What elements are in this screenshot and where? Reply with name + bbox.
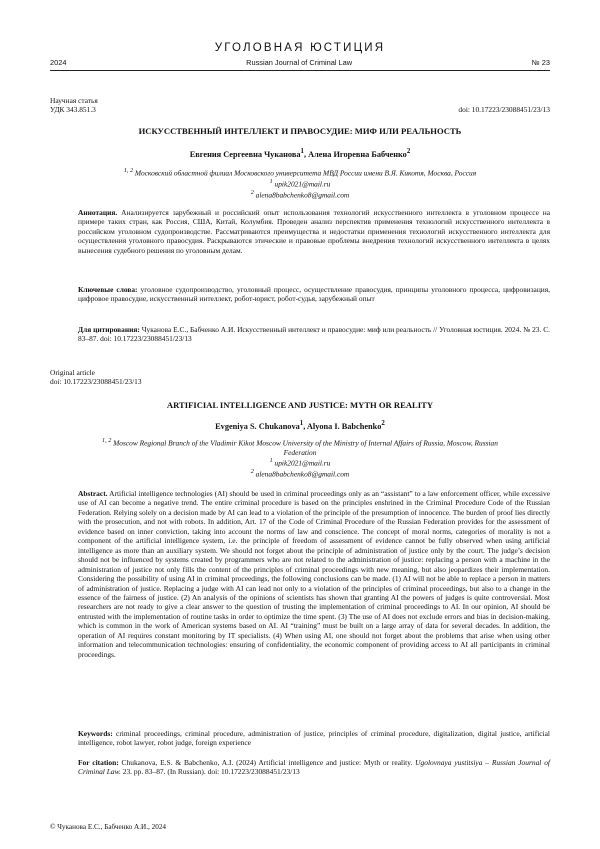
ru-affiliation-text: Московский областной филиал Московского университета МВД России имени В.Я. Кикотя, Москва, Россия xyxy=(133,168,477,178)
ru-abstract xyxy=(78,208,550,255)
en-authors: Evgeniya S. Chukanova$^1$, Alyona I. Babchenko$^2$ xyxy=(215,420,385,431)
header-journal-en: Russian Journal of Criminal Law xyxy=(246,58,353,67)
ru-keywords-text: уголовное судопроизводство, уголовный процесс, осуществление правосудия, принципы уголовного процесса, цифровизация, цифровое правосудие, искусственный интеллект, робот-юрист, робот-судья, зарубежный опыт xyxy=(78,285,550,304)
en-doi: doi: 10.17223/23088451/23/13 xyxy=(50,377,142,387)
running-header xyxy=(50,58,550,67)
en-abstract xyxy=(78,489,550,659)
header-issue: № 23 xyxy=(531,58,550,67)
en-keywords-text: criminal proceedings, criminal procedure, administration of justice, principles of criminal procedure, digitalization, digital justice, artificial intelligence, robot lawyer, robot judge, foreign experience xyxy=(78,729,550,748)
ru-email-2: alena8babchenko8@gmail.com xyxy=(253,190,350,200)
en-citation-label: For citation: xyxy=(78,758,119,767)
ru-authors: Евгения Сергеевна Чуканова$^1$, Алена Игоревна Бабченко$^2$ xyxy=(189,148,411,159)
header-rule xyxy=(50,70,550,71)
ru-email-1: upik2021@mail.ru xyxy=(272,179,331,189)
ru-author-2-sup: 2 xyxy=(406,148,411,155)
en-affiliation-text: Moscow Regional Branch of the Vladimir Kikot Moscow University of the Ministry of Internal Affairs of Russia, Moscow, Russian Federation xyxy=(111,438,498,457)
ru-meta xyxy=(50,96,98,114)
ru-abstract-text: Анализируется зарубежный и российский опыт использования технологий искусственного интеллекта в уголовном процессе на примере таких стран, как Россия, США, Китай, Колумбия. Проведен анализ перспектив применения технологий искусственного интеллекта в российском уголовном судопроизводстве. Рассматриваются преимущества и недостатки применения технологий искусственного интеллекта для осуществления уголовного правосудия. Раскрываются этические и правовые проблемы внедрения технологий искусственного интеллекта в целях вынесения судебного решения по уголовным делам. xyxy=(78,208,550,255)
en-affiliation: $^{1, 2}$ Moscow Regional Branch of the Vladimir Kikot Moscow University of the Ministry of Internal Affairs of Russia, Moscow, Russian Federation $^1$ upik2021@mail.ru $^2$ alena8babchenko8@gmail.com xyxy=(102,438,498,479)
en-article-type: Original article xyxy=(50,368,95,377)
header-year: 2024 xyxy=(50,58,67,67)
ru-affiliation: $^{1, 2}$ Московский областной филиал Московского университета МВД России имени В.Я. Кикотя, Москва, Россия $^1$ upik2021@mail.ru $^2$ alena8babchenko8@gmail.com xyxy=(123,168,477,200)
ru-author-2: Алена Игоревна Бабченко xyxy=(308,149,407,159)
en-citation-journal: Ugolovnaya yustitsiya – Russian Journal of Criminal Law. xyxy=(78,758,550,777)
en-email-1: upik2021@mail.ru xyxy=(272,458,331,468)
en-abstract-text: Artificial intelligence technologies (AI) should be used in criminal proceedings only as an “assistant” to a law enforcement officer, while excessive use of AI can become a negative trend. The entire criminal procedure is based on the principles enshrined in the Criminal Procedure Code of the Russian Federation. Relying solely on a decision made by AI can lead to a violation of the principle of the presumption of innocence. The burden of proof lies directly with the prosecution, and not with robots. In addition, Art. 17 of the Code of Criminal Procedure of the Russian Federation provides for the assessment of evidence based on inner conviction, taking into account the norms of law and conscience. The concept of moral norms, categories of morality is not a component of the artificial intelligence system, i.e. the principle of freedom of assessment of evidence cannot be fully observed when using artificial intelligence as more than an auxiliary system. We should not forget about the principle of administration of justice only by the court. The judge’s decision should not be influenced by systems created by programmers who are not related to the administration of justice: replacing a person with a machine in the administration of justice not only fills the content of the principles of criminal proceedings with new meaning, but also jeopardizes their implementation. Considering the possibility of using AI in criminal proceedings, the following conclusions can be made. (1) AI will not be able to replace a person in matters of administration of justice. Replacing a judge with AI can lead not only to a violation of the principles of criminal proceedings, but also to a change in the essence of the fairness of justice. (2) An analysis of the opinions of scientists has shown that granting AI the powers of judges is quite controversial. Most researchers are not ready to give a clear answer to the question of trusting the implementation of criminal proceedings to AI. In our opinion, AI should be entrusted with the implementation of routine tasks in order to optimize the time spent. (3) The use of AI does not exclude errors and bias in decision-making, which is common in the work of American systems based on AI. AI “training” must be built on a large array of data for several decades. In addition, the operation of AI requires constant monitoring by IT specialists. (4) When using AI, one should not forget about the problems that arise when using other information and telecommunication technologies: ensuring of confidentiality, the economic component of providing access to AI all participants in criminal proceedings. xyxy=(78,489,550,659)
ru-keywords xyxy=(78,285,550,304)
ru-keywords-label: Ключевые слова: xyxy=(78,285,138,294)
ru-abstract-label: Аннотация. xyxy=(78,208,118,217)
en-keywords-label: Keywords: xyxy=(78,729,113,738)
en-author-1: Evgeniya S. Chukanova xyxy=(215,421,300,431)
ru-title: ИСКУССТВЕННЫЙ ИНТЕЛЛЕКТ И ПРАВОСУДИЕ: МИФ ИЛИ РЕАЛЬНОСТЬ xyxy=(138,126,462,136)
en-citation xyxy=(78,758,550,777)
en-author-1-sup: 1 xyxy=(299,420,304,427)
ru-author-1: Евгения Сергеевна Чуканова xyxy=(189,149,301,159)
ru-author-1-sup: 1 xyxy=(300,148,304,155)
en-meta xyxy=(50,368,142,387)
journal-title: УГОЛОВНАЯ ЮСТИЦИЯ xyxy=(214,42,386,54)
en-email-2: alena8babchenko8@gmail.com xyxy=(253,469,350,479)
ru-udc: УДК 343.851.3 xyxy=(50,105,96,114)
en-author-2-sup: 2 xyxy=(381,420,385,427)
en-author-2: Alyona I. Babchenko xyxy=(306,421,382,431)
en-title: ARTIFICIAL INTELLIGENCE AND JUSTICE: MYTH OR REALITY xyxy=(166,400,434,410)
ru-citation xyxy=(78,325,550,344)
copyright-footer: © Чуканова Е.С., Бабченко А.И., 2024 xyxy=(50,823,167,831)
ru-citation-label: Для цитирования: xyxy=(78,325,140,334)
en-citation-text-b: 23. pp. 83–87. (In Russian). doi: 10.17223/23088451/23/13 xyxy=(120,767,300,777)
ru-citation-text: Чуканова Е.С., Бабченко А.И. Искусственный интеллект и правосудие: миф или реальность // Уголовная юстиция. 2024. № 23. С. 83–87. doi: 10.17223/23088451/23/13 xyxy=(78,325,550,344)
en-citation-text-a: Chukanova, E.S. & Babchenko, A.I. (2024) Artificial intelligence and justice: Myth or reality. xyxy=(118,758,416,767)
en-keywords xyxy=(78,729,550,748)
ru-doi: doi: 10.17223/23088451/23/13 xyxy=(458,105,550,114)
ru-article-type: Научная статья xyxy=(50,96,98,105)
en-abstract-label: Abstract. xyxy=(78,489,108,498)
